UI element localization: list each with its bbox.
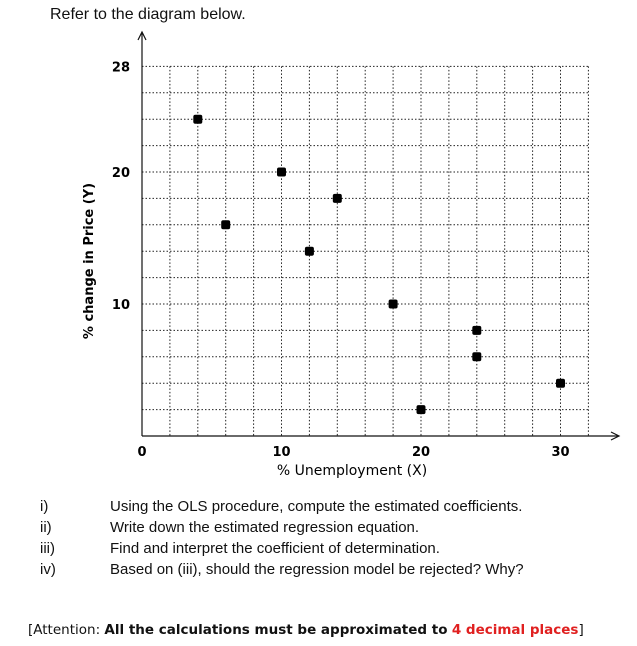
data-point [417, 405, 426, 414]
attention-note [28, 622, 584, 638]
chart-points [193, 115, 565, 414]
data-point [472, 326, 481, 335]
data-point [193, 115, 202, 124]
question-text: Find and interpret the coefficient of determination. [110, 540, 440, 557]
data-point [472, 352, 481, 361]
question-row [40, 517, 524, 538]
intro-text: Refer to the diagram below. [50, 6, 246, 23]
data-point [305, 247, 314, 256]
note-bold-text: All the calculations must be approximated to [104, 622, 448, 638]
question-list [40, 496, 524, 580]
data-point [389, 300, 398, 309]
chart-ticks [112, 60, 570, 460]
question-row [40, 496, 524, 517]
note-highlight: 4 decimal places [451, 622, 579, 638]
question-text: Based on (iii), should the regression model be rejected? Why? [110, 561, 524, 578]
question-row [40, 559, 524, 580]
x-tick-label: 10 [272, 445, 291, 460]
question-text: Write down the estimated regression equation. [110, 519, 420, 536]
question-number: ii) [40, 519, 52, 536]
x-axis-label: % Unemployment (X) [276, 463, 428, 479]
question-number: i) [40, 498, 49, 515]
scatter-chart [0, 28, 637, 488]
note-prefix: [Attention: [28, 622, 101, 638]
data-point [556, 379, 565, 388]
x-tick-label: 0 [137, 445, 147, 460]
data-point [277, 168, 286, 177]
data-point [333, 194, 342, 203]
y-tick-label: 28 [111, 60, 130, 76]
chart-axes [138, 32, 619, 440]
x-tick-label: 20 [411, 445, 431, 460]
chart-grid [142, 66, 588, 436]
question-number: iii) [40, 540, 55, 557]
x-tick-label: 30 [551, 445, 570, 460]
note-suffix: ] [578, 622, 584, 638]
data-point [221, 220, 230, 229]
y-tick-label: 20 [111, 166, 130, 181]
y-tick-label: 10 [111, 298, 130, 313]
y-axis-label: % change in Price (Y) [82, 182, 97, 340]
question-row [40, 538, 524, 559]
question-text: Using the OLS procedure, compute the estimated coefficients. [110, 498, 523, 515]
question-number: iv) [40, 561, 56, 578]
